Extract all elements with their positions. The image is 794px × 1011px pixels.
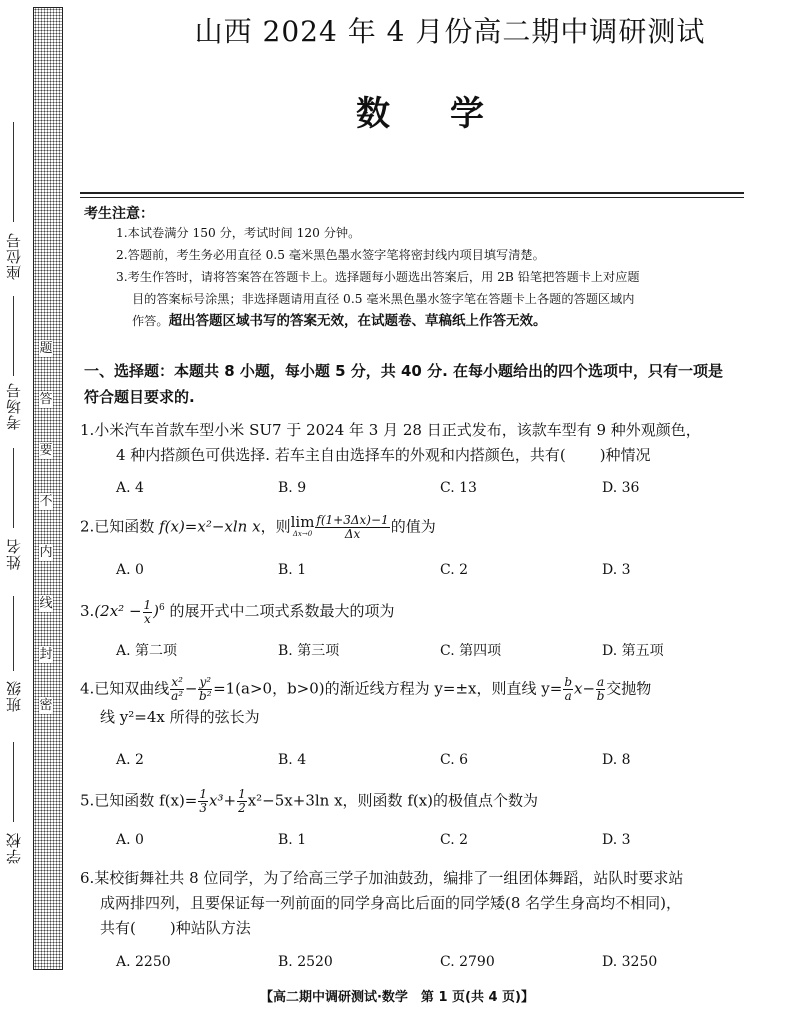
question-text-part: 共有( — [100, 919, 136, 937]
fraction-denominator: Δx — [344, 527, 361, 541]
limit-subscript: Δx→0 — [292, 529, 313, 538]
question-text: 6.某校街舞社共 8 位同学，为了给高三学子加油鼓劲，编排了一组团体舞蹈，站队时要求站 — [80, 869, 684, 887]
notice-item: 1.本试卷满分 150 分，考试时间 120 分钟。 — [116, 226, 361, 240]
question-text-part: ，则 — [260, 517, 291, 536]
fraction — [563, 676, 573, 703]
class-line — [13, 596, 14, 671]
question-text-part: x³+ — [209, 791, 237, 810]
notice-item: 目的答案标号涂黑；非选择题请用直径 0.5 毫米黑色墨水签字笔在答题卡上各题的答题区域内 — [132, 292, 635, 306]
seal-char: 答 — [39, 392, 53, 407]
question-text-part: )种站队方法 — [169, 919, 251, 937]
question-text-part: 的展开式中二项式系数最大的项为 — [169, 602, 395, 620]
notice-item: 2.答题前，考生务必用直径 0.5 毫米黑色墨水签字笔将密封线内项目填写清楚。 — [116, 248, 545, 262]
fraction-numerator: x² — [171, 675, 183, 689]
exam-room-label: 考场号 — [5, 382, 23, 430]
question-text — [80, 676, 760, 703]
option-a: A. 2250 — [116, 954, 171, 970]
notice-text: 作答。 — [132, 314, 169, 328]
option-d: D. 8 — [602, 752, 631, 768]
option-c: C. 6 — [440, 752, 469, 768]
option-c: C. 2 — [440, 832, 469, 848]
fraction-numerator: b — [564, 675, 572, 689]
class-label: 班级 — [5, 680, 23, 712]
seal-char: 题 — [39, 341, 53, 356]
notice-item-last — [132, 310, 547, 332]
exam-title: 山西 2024 年 4 月份高二期中调研测试 — [194, 15, 706, 48]
exponent: 6 — [159, 603, 165, 613]
limit-symbol — [290, 512, 315, 540]
option-c: C. 第四项 — [440, 643, 502, 659]
notice-title: 考生注意： — [84, 206, 154, 222]
fraction-denominator: b² — [199, 689, 212, 703]
question-text-part: x²−5x+3ln x，则函数 f(x)的极值点个数为 — [247, 791, 539, 810]
fraction-denominator: x — [143, 611, 151, 626]
question-5 — [80, 788, 760, 815]
question-text: 1.小米汽车首款车型小米 SU7 于 2024 年 3 月 28 日正式发布，该款车型有 9 种外观颜色， — [80, 421, 701, 439]
option-d: D. 3250 — [602, 954, 658, 970]
section-heading-line: 符合题目要求的. — [84, 388, 195, 406]
seal-char: 封 — [39, 647, 53, 662]
fraction-denominator: 3 — [199, 801, 208, 815]
question-1 — [80, 418, 760, 468]
limit-word: lim — [290, 512, 315, 531]
question-text: 线 y²=4x 所得的弦长为 — [100, 708, 260, 726]
school-label: 学校 — [5, 832, 23, 864]
question-4 — [80, 676, 760, 730]
question-3-options — [116, 640, 756, 662]
fraction — [596, 676, 605, 703]
question-text-part: =1(a>0，b>0)的渐近线方程为 y=±x，则直线 y= — [213, 679, 563, 698]
option-c: C. 13 — [440, 480, 477, 496]
question-text — [80, 916, 760, 941]
notice-warning: 超出答题区域书写的答案无效，在试题卷、草稿纸上作答无效。 — [168, 313, 547, 329]
name-line — [13, 448, 14, 528]
question-6-options — [116, 954, 756, 976]
question-1-options — [116, 480, 756, 502]
school-line — [13, 742, 14, 822]
name-label: 姓名 — [5, 538, 23, 570]
question-6 — [80, 866, 760, 941]
question-2-options — [116, 562, 756, 584]
function-expression: f(x)=x²−xln x — [159, 517, 261, 536]
fraction — [237, 788, 247, 815]
fraction — [198, 676, 212, 703]
seal-char: 内 — [39, 545, 53, 560]
header-rule-thin — [80, 197, 744, 198]
question-5-options — [116, 832, 756, 854]
question-text-part: 2.已知函数 — [80, 517, 160, 536]
minus-sign: − — [184, 679, 198, 698]
question-text-part: x− — [574, 679, 596, 698]
fraction-numerator: 1 — [199, 787, 208, 801]
fraction — [170, 676, 184, 703]
question-text-part: )种情况 — [599, 446, 651, 464]
option-b: B. 4 — [278, 752, 307, 768]
question-text-part: 5.已知函数 f(x)= — [80, 791, 198, 810]
fraction-numerator: a — [597, 675, 605, 689]
option-a: A. 第二项 — [116, 643, 178, 659]
option-a: A. 2 — [116, 752, 144, 768]
fraction-denominator: b — [596, 689, 605, 703]
question-2 — [80, 514, 760, 541]
question-4-options — [116, 752, 756, 774]
option-d: D. 36 — [602, 480, 640, 496]
option-a: A. 0 — [116, 832, 144, 848]
exam-room-line — [13, 296, 14, 376]
fraction-numerator: 1 — [238, 787, 246, 801]
fraction-denominator: a² — [171, 689, 184, 703]
reciprocal-fraction — [143, 599, 153, 626]
section-heading-line: 一、选择题：本题共 8 小题，每小题 5 分，共 40 分. 在每小题给出的四个选项中，只有一项是 — [84, 362, 724, 380]
page-footer: 【高二期中调研测试·数学 第 1 页(共 4 页)】 — [259, 990, 535, 1005]
question-text-part: 4.已知双曲线 — [80, 679, 170, 698]
fraction-denominator: a — [564, 689, 572, 703]
header-rule-thick — [80, 192, 744, 194]
question-text-part: 4 种内搭颜色可供选择. 若车主自由选择车的外观和内搭颜色，共有( — [116, 446, 566, 464]
difference-quotient — [315, 514, 389, 541]
option-c: C. 2 — [440, 562, 469, 578]
option-a: A. 4 — [116, 480, 144, 496]
fraction-numerator: y² — [199, 675, 212, 689]
fraction-numerator: f(1+3Δx)−1 — [316, 513, 389, 527]
option-d: D. 第五项 — [602, 643, 664, 659]
binomial-expression: (2x² − — [94, 602, 142, 620]
option-a: A. 0 — [116, 562, 144, 578]
notice-item: 3.考生作答时，请将答案答在答题卡上。选择题每小题选出答案后，用 2B 铅笔把答题卡上对应题 — [116, 270, 640, 284]
seal-char: 密 — [39, 698, 53, 713]
seal-char: 线 — [39, 596, 53, 611]
question-text — [80, 443, 760, 468]
option-d: D. 3 — [602, 832, 631, 848]
question-text-part: 的值为 — [390, 517, 436, 536]
option-d: D. 3 — [602, 562, 631, 578]
question-3 — [80, 596, 760, 626]
option-b: B. 1 — [278, 562, 307, 578]
option-b: B. 2520 — [278, 954, 333, 970]
option-b: B. 1 — [278, 832, 307, 848]
fraction — [198, 788, 208, 815]
seat-number-line — [13, 122, 14, 222]
question-text: 成两排四列，且要保证每一列前面的同学身高比后面的同学矮(8 名学生身高均不相同)， — [100, 894, 682, 912]
fraction-numerator: 1 — [143, 597, 152, 612]
fraction-denominator: 2 — [238, 801, 246, 815]
seat-number-label: 座位号 — [5, 232, 23, 280]
seal-char: 不 — [39, 494, 53, 509]
question-text-part: 交抛物 — [606, 679, 652, 698]
seal-line-text — [36, 340, 56, 714]
option-b: B. 第三项 — [278, 643, 340, 659]
seal-char: 要 — [39, 443, 53, 458]
subject-title: 数学 — [356, 94, 544, 134]
option-b: B. 9 — [278, 480, 307, 496]
question-number: 3. — [80, 602, 95, 620]
binomial-expression-close: ) — [153, 602, 160, 620]
option-c: C. 2790 — [440, 954, 495, 970]
section-heading — [84, 358, 754, 410]
